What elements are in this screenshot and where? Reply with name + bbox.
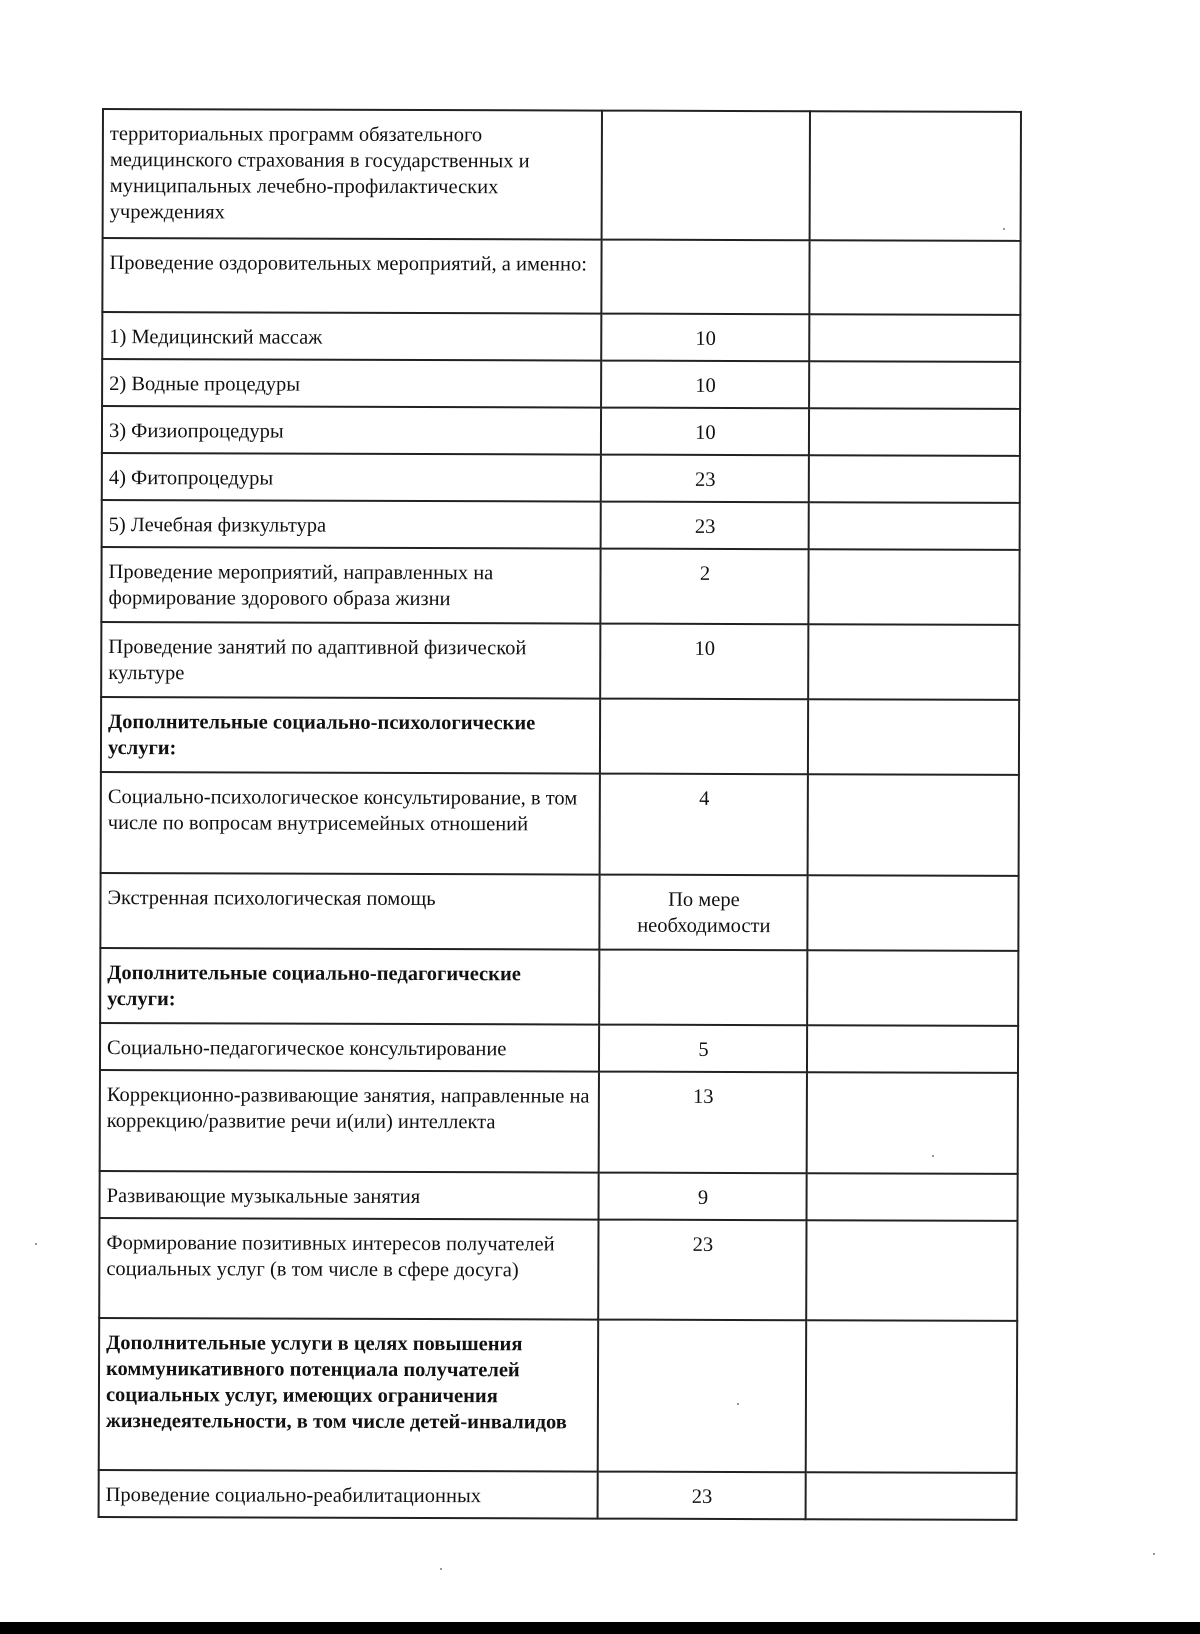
service-count-cell: 9: [599, 1173, 806, 1221]
service-name-cell: 5) Лечебная физкультура: [102, 500, 601, 549]
service-extra-cell: [807, 875, 1019, 951]
service-name-cell: территориальных программ обязательного медицинского страхования в государственных и муниципальных лечебно-профилактических учреждениях: [103, 109, 603, 240]
service-extra-cell: [807, 950, 1019, 1026]
service-count-cell: 5: [599, 1025, 806, 1073]
table-row: [100, 1023, 1018, 1073]
service-name-cell: Коррекционно-развивающие занятия, направленные на коррекцию/развитие речи и(или) интеллекта: [100, 1070, 600, 1173]
table-row: [102, 453, 1020, 503]
service-extra-cell: [809, 314, 1021, 362]
service-name-cell: 1) Медицинский массаж: [102, 312, 601, 361]
service-count-cell: 23: [598, 1472, 805, 1520]
service-name-cell: Формирование позитивных интересов получателей социальных услуг (в том числе в сфере досуга): [99, 1218, 599, 1320]
services-table: [98, 108, 1022, 1521]
service-extra-cell: [808, 455, 1020, 503]
scan-speck: [1003, 228, 1005, 230]
table-row: [99, 1470, 1017, 1520]
service-count-cell: [598, 1320, 806, 1473]
service-count-cell: [600, 699, 808, 775]
service-name-cell: Экстренная психологическая помощь: [100, 873, 599, 950]
service-name-cell: Проведение занятий по адаптивной физической культуре: [101, 622, 600, 699]
table-row: [101, 547, 1019, 625]
service-extra-cell: [809, 111, 1021, 241]
section-header-row: [101, 697, 1019, 775]
table-row: [102, 238, 1020, 315]
table-row: [101, 622, 1019, 700]
service-extra-cell: [809, 408, 1021, 456]
service-name-cell: Проведение оздоровительных мероприятий, а именно:: [102, 238, 601, 314]
scan-speck: [440, 1568, 442, 1570]
service-name-cell: Проведение социально-реабилитационных: [99, 1470, 598, 1519]
service-extra-cell: [807, 1025, 1019, 1073]
table-row: [101, 772, 1019, 876]
service-name-cell: Развивающие музыкальные занятия: [100, 1171, 599, 1220]
service-extra-cell: [805, 1320, 1017, 1473]
table-row: [100, 1171, 1018, 1221]
table-row: [100, 873, 1018, 951]
table-row: [102, 359, 1020, 409]
section-header-row: [99, 1318, 1017, 1473]
service-count-cell: [602, 240, 810, 315]
service-name-cell: Проведение мероприятий, направленных на формирование здорового образа жизни: [101, 547, 600, 624]
table-row: [99, 1218, 1017, 1321]
service-extra-cell: [807, 774, 1019, 876]
service-extra-cell: [808, 502, 1020, 550]
service-count-cell: 10: [601, 408, 808, 456]
service-count-cell: 23: [598, 1220, 806, 1321]
section-title-cell: Дополнительные социально-педагогические услуги:: [100, 948, 599, 1025]
table-row: [103, 109, 1021, 241]
service-count-cell: 10: [600, 624, 808, 700]
table-row: [100, 1070, 1018, 1174]
scan-bottom-edge: [0, 1622, 1200, 1634]
service-name-cell: Социально-педагогическое консультирование: [100, 1023, 599, 1072]
section-title-cell: Дополнительные услуги в целях повышения коммуникативного потенциала получателей социальных услуг, имеющих ограничения жизнедеятельности, в том числе детей-инвалидов: [99, 1318, 599, 1472]
service-name-cell: Социально-психологическое консультирование, в том числе по вопросам внутрисемейных отношений: [101, 772, 601, 875]
service-count-cell: 4: [600, 774, 808, 876]
service-count-cell: 10: [601, 314, 808, 362]
service-count-cell: [599, 950, 807, 1026]
service-count-cell: 10: [601, 361, 808, 409]
service-name-cell: 4) Фитопроцедуры: [102, 453, 601, 502]
scan-speck: [932, 1155, 934, 1157]
service-extra-cell: [809, 240, 1021, 315]
service-extra-cell: [806, 1072, 1018, 1174]
scan-speck: [737, 1403, 739, 1405]
services-table-body: [99, 109, 1021, 1520]
service-extra-cell: [808, 549, 1020, 625]
service-extra-cell: [806, 1173, 1018, 1221]
section-title-cell: Дополнительные социально-психологические услуги:: [101, 697, 600, 774]
service-count-cell: 23: [601, 502, 808, 550]
service-extra-cell: [809, 361, 1021, 409]
section-header-row: [100, 948, 1018, 1026]
service-count-cell: 2: [601, 549, 809, 625]
service-count-cell: По мере необходимости: [600, 875, 808, 951]
service-count-cell: [602, 111, 810, 241]
service-extra-cell: [808, 699, 1020, 775]
service-count-cell: 13: [599, 1072, 807, 1174]
scan-speck: [1153, 1553, 1155, 1555]
table-row: [102, 500, 1020, 550]
table-row: [102, 312, 1020, 362]
service-count-cell: 23: [601, 455, 808, 503]
table-row: [102, 406, 1020, 456]
service-name-cell: 3) Физиопроцедуры: [102, 406, 601, 455]
service-extra-cell: [808, 624, 1020, 700]
service-extra-cell: [806, 1220, 1018, 1321]
service-extra-cell: [805, 1472, 1017, 1520]
service-name-cell: 2) Водные процедуры: [102, 359, 601, 408]
scan-speck: [35, 1243, 37, 1245]
